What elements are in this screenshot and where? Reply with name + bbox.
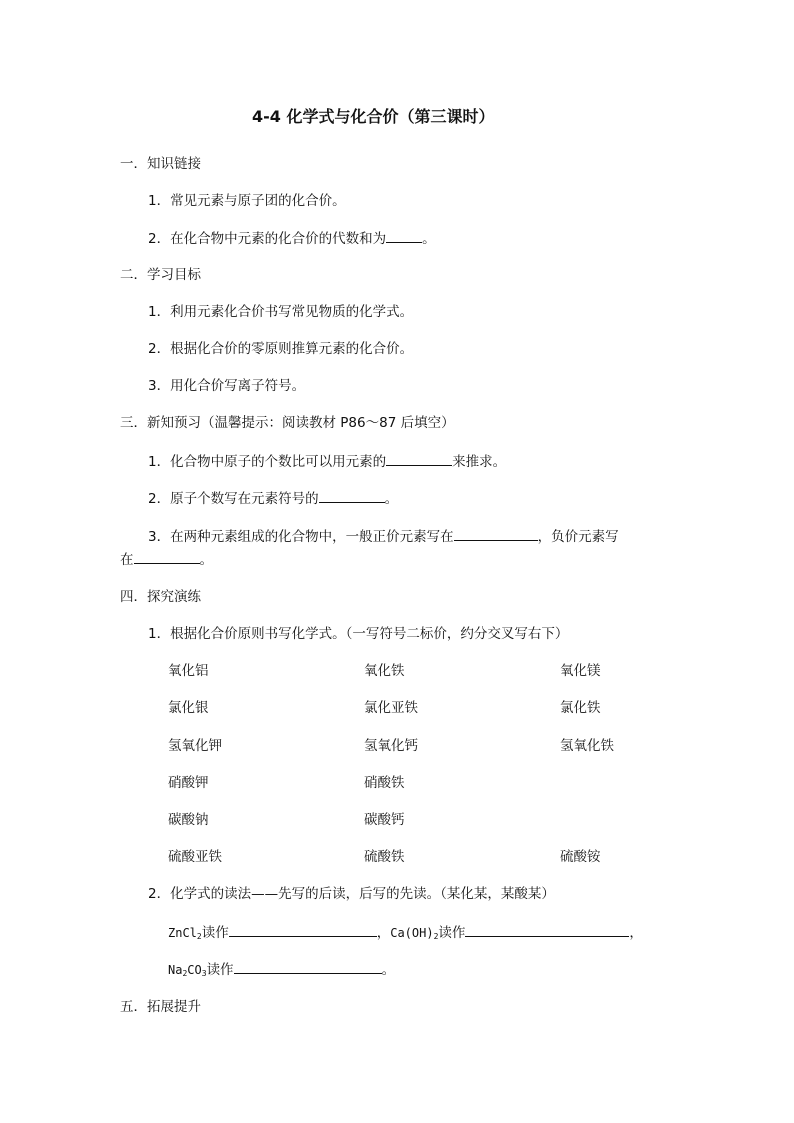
formula-reading-line-2 bbox=[168, 960, 395, 979]
section-1-heading: 一．知识链接 bbox=[120, 156, 201, 172]
compound-cell: 氯化亚铁 bbox=[364, 700, 418, 716]
item-end: 。 bbox=[381, 962, 396, 978]
compound-cell: 氧化铁 bbox=[364, 663, 405, 679]
section-3-item-3 bbox=[148, 527, 619, 546]
compound-cell: 氢氧化钙 bbox=[364, 738, 418, 754]
formula-reading-line-1 bbox=[168, 923, 643, 942]
answer-blank[interactable] bbox=[386, 452, 452, 466]
compound-cell: 硫酸铵 bbox=[560, 849, 601, 865]
compound-cell: 氧化镁 bbox=[560, 663, 601, 679]
compound-cell: 氯化铁 bbox=[560, 700, 601, 716]
section-1-item-2 bbox=[148, 229, 436, 248]
section-2-item-3: 3．用化合价写离子符号。 bbox=[148, 378, 306, 394]
item-end: 。 bbox=[199, 552, 213, 568]
page-title: 4-4 化学式与化合价（第三课时） bbox=[252, 107, 495, 126]
item-text-2: ，负价元素写 bbox=[537, 529, 619, 545]
answer-blank[interactable] bbox=[454, 527, 538, 541]
formula-na2co3: $Na_2CO_3$ bbox=[168, 963, 207, 978]
compound-cell: 硫酸铁 bbox=[364, 849, 405, 865]
formula-caoh2: $Ca(OH)_2$ bbox=[390, 926, 439, 941]
answer-blank[interactable] bbox=[386, 229, 422, 243]
read-as-label: 读作 bbox=[201, 925, 229, 941]
section-3-item-1 bbox=[148, 452, 506, 471]
compound-cell: 硝酸铁 bbox=[364, 775, 405, 791]
item-text: 2．原子个数写在元素符号的 bbox=[148, 491, 319, 507]
compound-cell: 碳酸钠 bbox=[168, 812, 209, 828]
item-end: 来推求。 bbox=[452, 454, 507, 470]
compound-cell: 氧化铝 bbox=[168, 663, 209, 679]
section-4-heading: 四．探究演练 bbox=[120, 589, 201, 605]
item-end: 。 bbox=[384, 491, 399, 507]
separator: ， bbox=[376, 925, 391, 941]
separator: ， bbox=[629, 925, 643, 941]
answer-blank[interactable] bbox=[234, 960, 382, 974]
item-text: 在 bbox=[120, 552, 134, 568]
item-text: 2．在化合物中元素的化合价的代数和为 bbox=[148, 231, 387, 247]
read-as-label: 读作 bbox=[206, 962, 234, 978]
section-2-item-1: 1．利用元素化合价书写常见物质的化学式。 bbox=[148, 304, 414, 320]
compound-cell: 碳酸钙 bbox=[364, 812, 405, 828]
section-2-heading: 二．学习目标 bbox=[120, 267, 201, 283]
formula-zncl2: ZnCl$_2$ bbox=[168, 926, 202, 941]
read-as-label: 读作 bbox=[438, 925, 466, 941]
item-end: 。 bbox=[422, 231, 436, 247]
section-1-item-1: 1．常见元素与原子团的化合价。 bbox=[148, 193, 346, 209]
compound-cell: 氢氧化钾 bbox=[168, 738, 222, 754]
section-3-item-2 bbox=[148, 489, 398, 508]
compound-cell: 氢氧化铁 bbox=[560, 738, 614, 754]
item-text: 3．在两种元素组成的化合物中，一般正价元素写在 bbox=[148, 529, 454, 545]
section-3-item-3-cont bbox=[120, 550, 213, 569]
section-5-heading: 五．拓展提升 bbox=[120, 999, 201, 1015]
compound-cell: 硫酸亚铁 bbox=[168, 849, 222, 865]
section-2-item-2: 2．根据化合价的零原则推算元素的化合价。 bbox=[148, 341, 414, 357]
answer-blank[interactable] bbox=[134, 550, 200, 564]
answer-blank[interactable] bbox=[319, 489, 385, 503]
section-4-item-1: 1．根据化合价原则书写化学式。（一写符号二标价，约分交叉写右下） bbox=[148, 626, 569, 642]
answer-blank[interactable] bbox=[229, 923, 377, 937]
section-4-item-2: 2．化学式的读法——先写的后读，后写的先读。（某化某，某酸某） bbox=[148, 886, 555, 902]
item-text: 1．化合物中原子的个数比可以用元素的 bbox=[148, 454, 387, 470]
compound-cell: 硝酸钾 bbox=[168, 775, 209, 791]
answer-blank[interactable] bbox=[465, 923, 629, 937]
compound-cell: 氯化银 bbox=[168, 700, 209, 716]
section-3-heading: 三．新知预习（温馨提示：阅读教材 P86～87 后填空） bbox=[120, 415, 455, 431]
